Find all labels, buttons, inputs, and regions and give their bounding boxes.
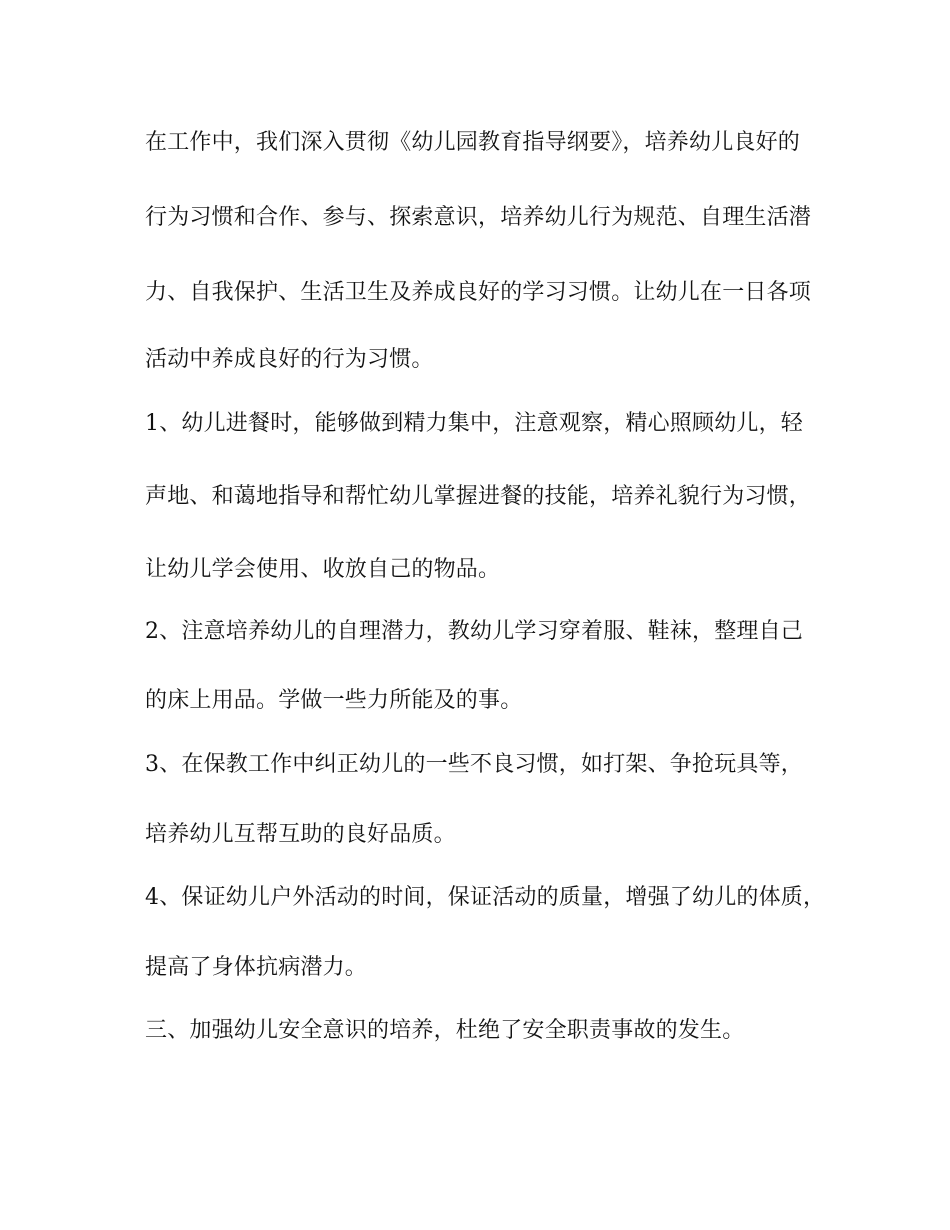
list-item-1-line: 声地、和蔼地指导和帮忙幼儿掌握进餐的技能，培养礼貌行为习惯，	[145, 484, 812, 509]
section-heading-line: 三、加强幼儿安全意识的培养，杜绝了安全职责事故的发生。	[145, 1018, 745, 1043]
list-item-1-line: 让幼儿学会使用、收放自己的物品。	[145, 557, 501, 582]
list-item-3-line: 培养幼儿互帮互助的良好品质。	[145, 822, 456, 847]
list-item-4-line: 4、保证幼儿户外活动的时间，保证活动的质量，增强了幼儿的体质，	[145, 885, 826, 910]
paragraph-line: 在工作中，我们深入贯彻《幼儿园教育指导纲要》，培养幼儿良好的	[145, 130, 801, 155]
list-item-2-line: 2、注意培养幼儿的自理潜力，教幼儿学习穿着服、鞋袜，整理自己	[145, 619, 803, 644]
list-item-2-line: 的床上用品。学做一些力所能及的事。	[145, 688, 523, 713]
paragraph-line: 行为习惯和合作、参与、探索意识，培养幼儿行为规范、自理生活潜	[145, 205, 812, 230]
list-item-3-line: 3、在保教工作中纠正幼儿的一些不良习惯，如打架、争抢玩具等，	[145, 752, 803, 777]
paragraph-line: 力、自我保护、生活卫生及养成良好的学习习惯。让幼儿在一日各项	[145, 280, 812, 305]
list-item-1-line: 1、幼儿进餐时，能够做到精力集中，注意观察，精心照顾幼儿，轻	[145, 411, 803, 436]
paragraph-line: 活动中养成良好的行为习惯。	[145, 347, 434, 372]
list-item-4-line: 提高了身体抗病潜力。	[145, 955, 368, 980]
